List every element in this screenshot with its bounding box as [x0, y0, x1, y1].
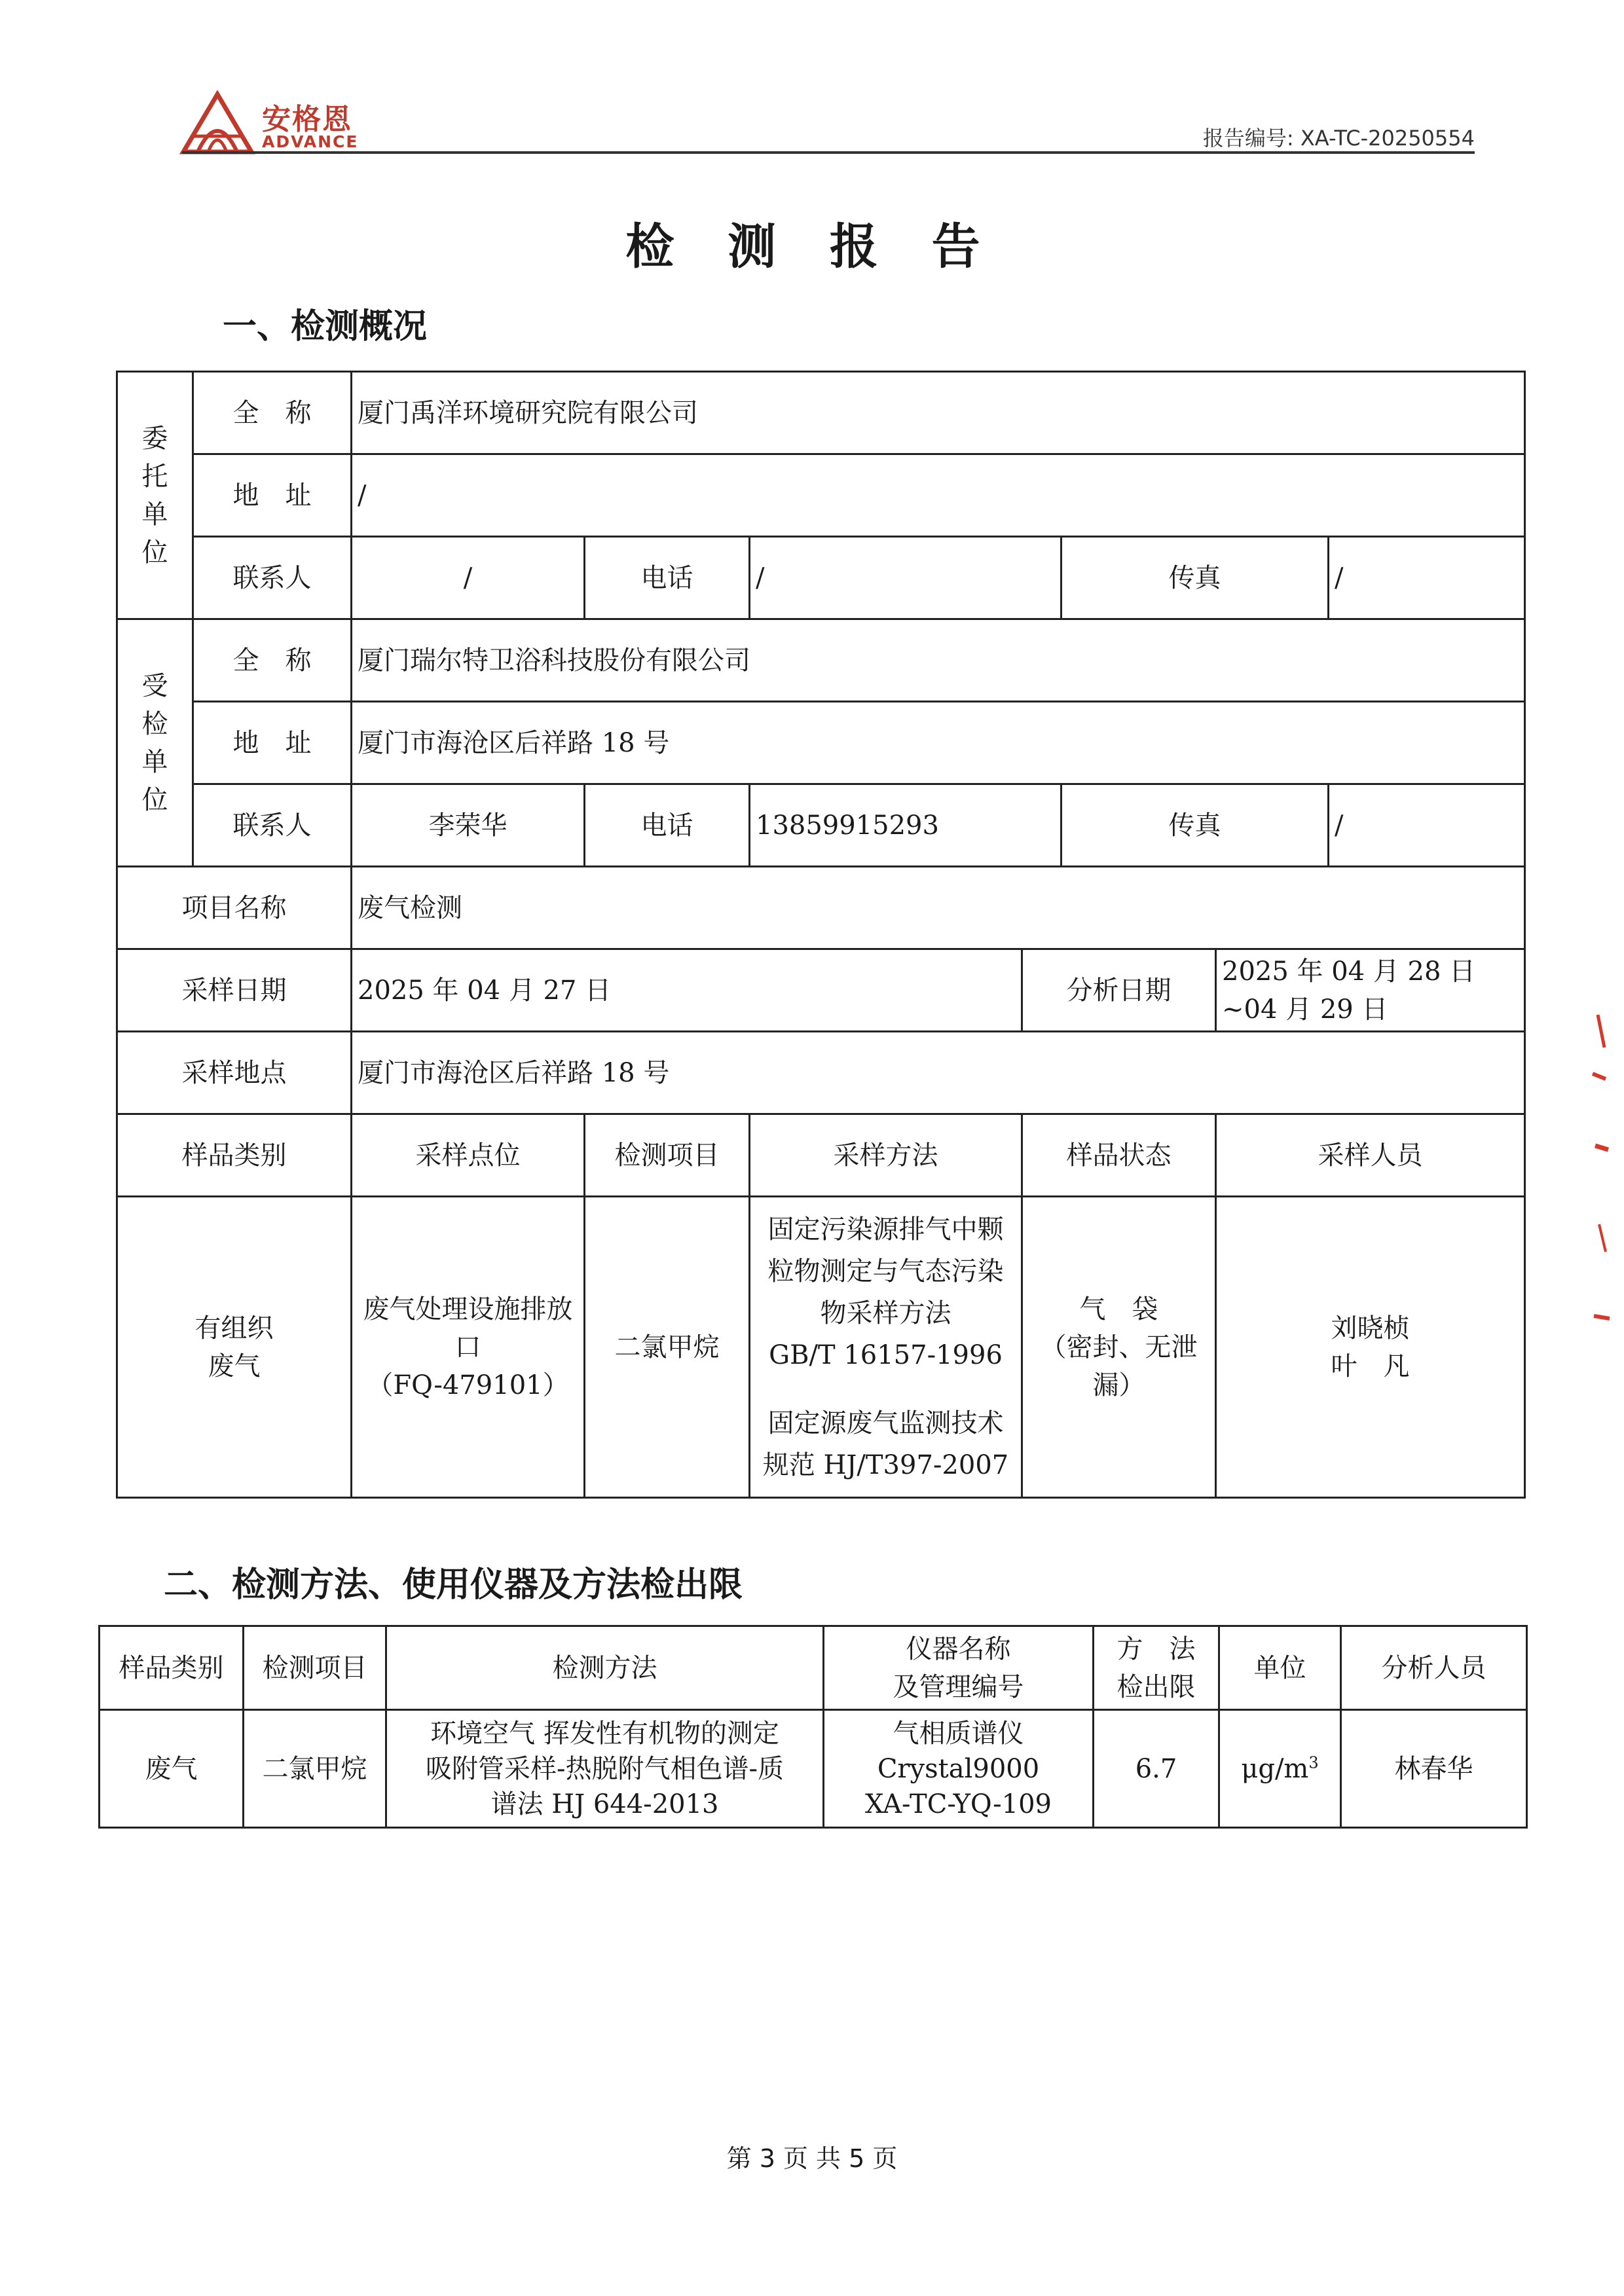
t2-header-item: 检测项目 [244, 1626, 386, 1710]
method-table [98, 1625, 1528, 1829]
logo-mark-icon [178, 90, 257, 156]
inspected-name: 厦门瑞尔特卫浴科技股份有限公司 [352, 619, 1525, 702]
logo-en-text: ADVANCE [262, 132, 359, 151]
client-phone: / [750, 537, 1061, 619]
logo-cn-text: 安格恩 [262, 103, 352, 136]
inspected-addr: 厦门市海沧区后祥路 18 号 [352, 702, 1525, 784]
t2-unit: $\mu g/m^3$ [1219, 1710, 1341, 1828]
header-sampler: 采样人员 [1216, 1114, 1525, 1197]
client-contact: / [352, 537, 585, 619]
analysis-date-label: 分析日期 [1022, 949, 1216, 1032]
client-group-label: 委 托 单 位 [117, 372, 193, 619]
inspected-phone-label: 电话 [585, 784, 750, 867]
t2-header-analyst: 分析人员 [1341, 1626, 1527, 1710]
client-fax-label: 传真 [1061, 537, 1329, 619]
inspected-addr-label: 地 址 [193, 702, 352, 784]
header-sample-point: 采样点位 [352, 1114, 585, 1197]
client-name-label: 全 称 [193, 372, 352, 454]
page-number: 第 3 页 共 5 页 [726, 2144, 898, 2173]
sample-site: 厦门市海沧区后祥路 18 号 [352, 1032, 1525, 1114]
test-item: 二氯甲烷 [585, 1197, 750, 1498]
sampler-names: 刘晓桢 叶 凡 [1216, 1197, 1525, 1498]
sample-site-label: 采样地点 [117, 1032, 352, 1114]
client-name: 厦门禹洋环境研究院有限公司 [352, 372, 1525, 454]
document-title: 检 测 报 告 [625, 219, 999, 275]
t2-method: 环境空气 挥发性有机物的测定 吸附管采样-热脱附气相色谱-质 谱法 HJ 644-2013 [386, 1710, 824, 1828]
seal-fragment-icon [1586, 1008, 1612, 1336]
inspected-phone: 13859915293 [750, 784, 1061, 867]
report-number: 报告编号: XA-TC-20250554 [1202, 126, 1475, 151]
t2-header-instrument: 仪器名称 及管理编号 [824, 1626, 1094, 1710]
sample-point: 废气处理设施排放口 （FQ-479101） [352, 1197, 585, 1498]
sample-date-label: 采样日期 [117, 949, 352, 1032]
t2-item: 二氯甲烷 [244, 1710, 386, 1828]
inspected-fax: / [1329, 784, 1525, 867]
overview-table [116, 371, 1526, 1499]
project-name: 废气检测 [352, 867, 1525, 949]
client-addr-label: 地 址 [193, 454, 352, 537]
t2-header-limit: 方 法 检出限 [1094, 1626, 1219, 1710]
t2-category: 废气 [100, 1710, 244, 1828]
t2-header-category: 样品类别 [100, 1626, 244, 1710]
header-sample-category: 样品类别 [117, 1114, 352, 1197]
inspected-name-label: 全 称 [193, 619, 352, 702]
sample-date: 2025 年 04 月 27 日 [352, 949, 1022, 1032]
client-fax: / [1329, 537, 1525, 619]
analysis-date: 2025 年 04 月 28 日~04 月 29 日 [1216, 949, 1525, 1032]
header-test-item: 检测项目 [585, 1114, 750, 1197]
section1-heading: 一、检测概况 [223, 307, 428, 346]
section2-heading: 二、检测方法、使用仪器及方法检出限 [164, 1565, 743, 1605]
client-contact-label: 联系人 [193, 537, 352, 619]
inspected-group-label: 受 检 单 位 [117, 619, 193, 867]
sample-state: 气 袋 （密封、无泄漏） [1022, 1197, 1216, 1498]
project-label: 项目名称 [117, 867, 352, 949]
inspected-contact: 李荣华 [352, 784, 585, 867]
inspected-contact-label: 联系人 [193, 784, 352, 867]
sample-category: 有组织 废气 [117, 1197, 352, 1498]
t2-limit: 6.7 [1094, 1710, 1219, 1828]
header-sample-method: 采样方法 [750, 1114, 1022, 1197]
t2-instrument: 气相质谱仪 Crystal9000 XA-TC-YQ-109 [824, 1710, 1094, 1828]
t2-header-method: 检测方法 [386, 1626, 824, 1710]
sample-method: 固定污染源排气中颗 粒物测定与气态污染 物采样方法 GB/T 16157-1996 固定源废气监测技术 规范 HJ/T397-2007 [750, 1197, 1022, 1498]
client-phone-label: 电话 [585, 537, 750, 619]
header-divider [182, 151, 1475, 154]
t2-analyst: 林春华 [1341, 1710, 1527, 1828]
client-addr: / [352, 454, 1525, 537]
inspected-fax-label: 传真 [1061, 784, 1329, 867]
t2-header-unit: 单位 [1219, 1626, 1341, 1710]
header-sample-state: 样品状态 [1022, 1114, 1216, 1197]
